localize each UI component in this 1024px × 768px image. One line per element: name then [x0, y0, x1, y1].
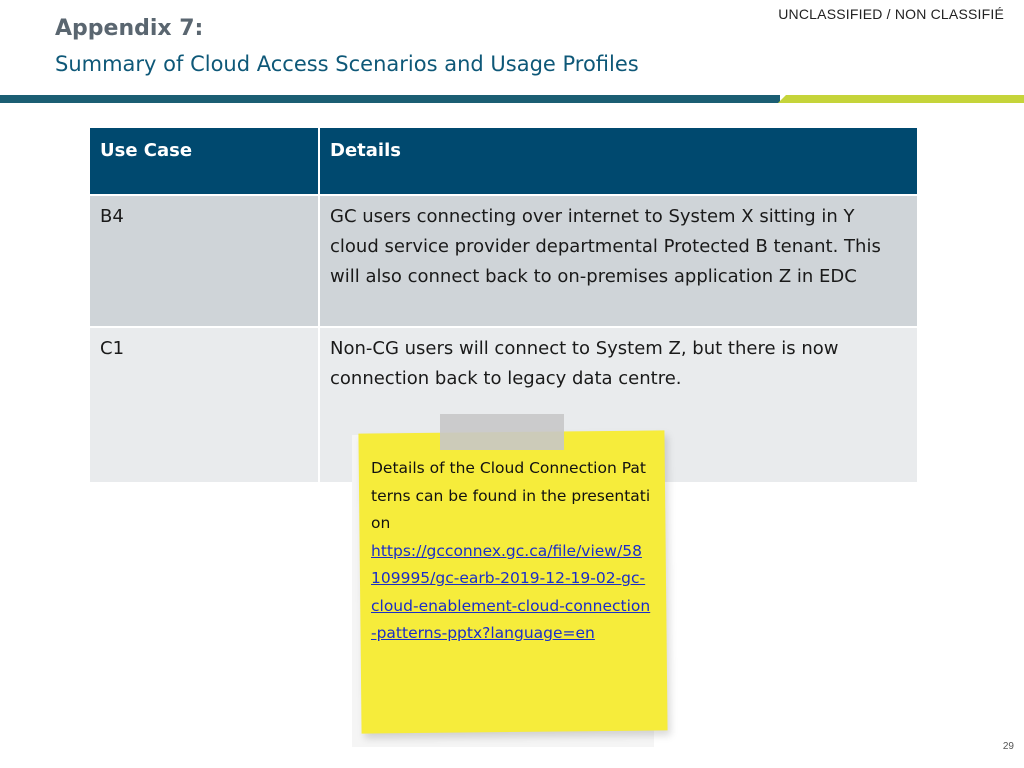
slide-title: Appendix 7:	[55, 16, 204, 41]
cell-use-case: B4	[89, 195, 319, 327]
sticky-note-content	[371, 455, 651, 648]
table-header-row	[89, 127, 918, 195]
sticky-note-text: Details of the Cloud Connection Patterns can be found in the presentation	[371, 459, 651, 532]
column-header-details: Details	[319, 127, 918, 195]
cell-details: Non-CG users will connect to System Z, but there is now connection back to legacy data centre.	[319, 327, 918, 483]
table-row	[89, 195, 918, 327]
cell-details: GC users connecting over internet to System X sitting in Y cloud service provider departmental Protected B tenant. This will also connect back to on-premises application Z in EDC	[319, 195, 918, 327]
column-header-use-case: Use Case	[89, 127, 319, 195]
sticky-note-tape	[440, 414, 564, 450]
divider-teal-segment	[0, 95, 780, 103]
cell-use-case: C1	[89, 327, 319, 483]
divider-green-segment	[778, 95, 1024, 103]
classification-label: UNCLASSIFIED / NON CLASSIFIÉ	[778, 6, 1004, 22]
slide-subtitle: Summary of Cloud Access Scenarios and Usage Profiles	[55, 52, 639, 76]
page-number: 29	[1002, 741, 1014, 752]
presentation-link[interactable]: https://gcconnex.gc.ca/file/view/58109995/gc-earb-2019-12-19-02-gc-cloud-enablement-cloud-connection-patterns-pptx?language=en	[371, 541, 651, 642]
title-divider-bar	[0, 95, 1024, 103]
